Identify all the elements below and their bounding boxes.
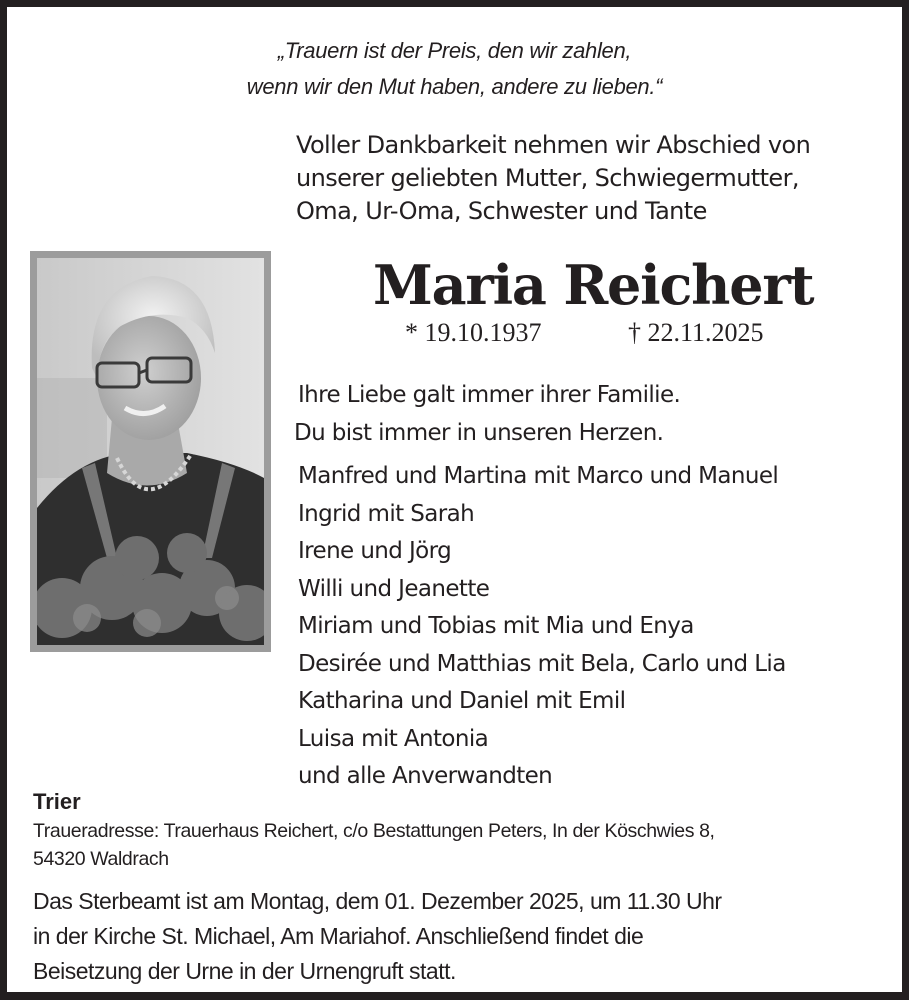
mourner-entry: Willi und Jeanette — [298, 575, 490, 602]
saying-line: Du bist immer in unseren Herzen. — [294, 420, 664, 446]
death-date: † 22.11.2025 — [628, 318, 764, 347]
intro-text — [296, 129, 810, 228]
birth-date: * 19.10.1937 — [405, 318, 542, 347]
mourner-entry: Manfred und Martina mit Marco und Manuel — [298, 463, 779, 489]
service-line: in der Kirche St. Michael, Am Mariahof. Anschließend findet die — [33, 923, 644, 949]
mourner-entry: Katharina und Daniel mit Emil — [298, 688, 626, 714]
city-heading: Trier — [33, 789, 81, 814]
mourner-entry: und alle Anverwandten — [298, 763, 553, 789]
service-info — [33, 884, 722, 989]
mourners-list — [298, 458, 786, 796]
intro-line: Oma, Ur-Oma, Schwester und Tante — [296, 197, 707, 225]
mourner-entry: Desirée und Matthias mit Bela, Carlo und Lia — [298, 650, 786, 677]
service-line: Beisetzung der Urne in der Urnengruft statt. — [33, 958, 456, 984]
mourner-entry: Luisa mit Antonia — [298, 725, 489, 752]
mourner-entry: Irene und Jörg — [298, 538, 452, 564]
address-line: 54320 Waldrach — [33, 848, 169, 870]
service-line: Das Sterbeamt ist am Montag, dem 01. Dezember 2025, um 11.30 Uhr — [33, 888, 722, 914]
saying-line: Ihre Liebe galt immer ihrer Familie. — [298, 382, 681, 408]
intro-line: unserer geliebten Mutter, Schwiegermutter, — [296, 164, 799, 192]
address-line: Traueradresse: Trauerhaus Reichert, c/o Bestattungen Peters, In der Köschwies 8, — [33, 820, 715, 842]
mourner-entry: Miriam und Tobias mit Mia und Enya — [298, 613, 694, 639]
quote-line-2: wenn wir den Mut haben, andere zu lieben.“ — [246, 74, 663, 99]
portrait-photo — [30, 251, 271, 652]
obituary-notice — [7, 7, 902, 992]
portrait-image-icon — [37, 258, 264, 645]
quote-line-1: „Trauern ist der Preis, den wir zahlen, — [277, 38, 632, 63]
deceased-name: Maria Reichert — [373, 253, 814, 317]
mourning-address — [33, 817, 715, 873]
mourner-entry: Ingrid mit Sarah — [298, 500, 475, 527]
intro-line: Voller Dankbarkeit nehmen wir Abschied von — [296, 131, 811, 159]
